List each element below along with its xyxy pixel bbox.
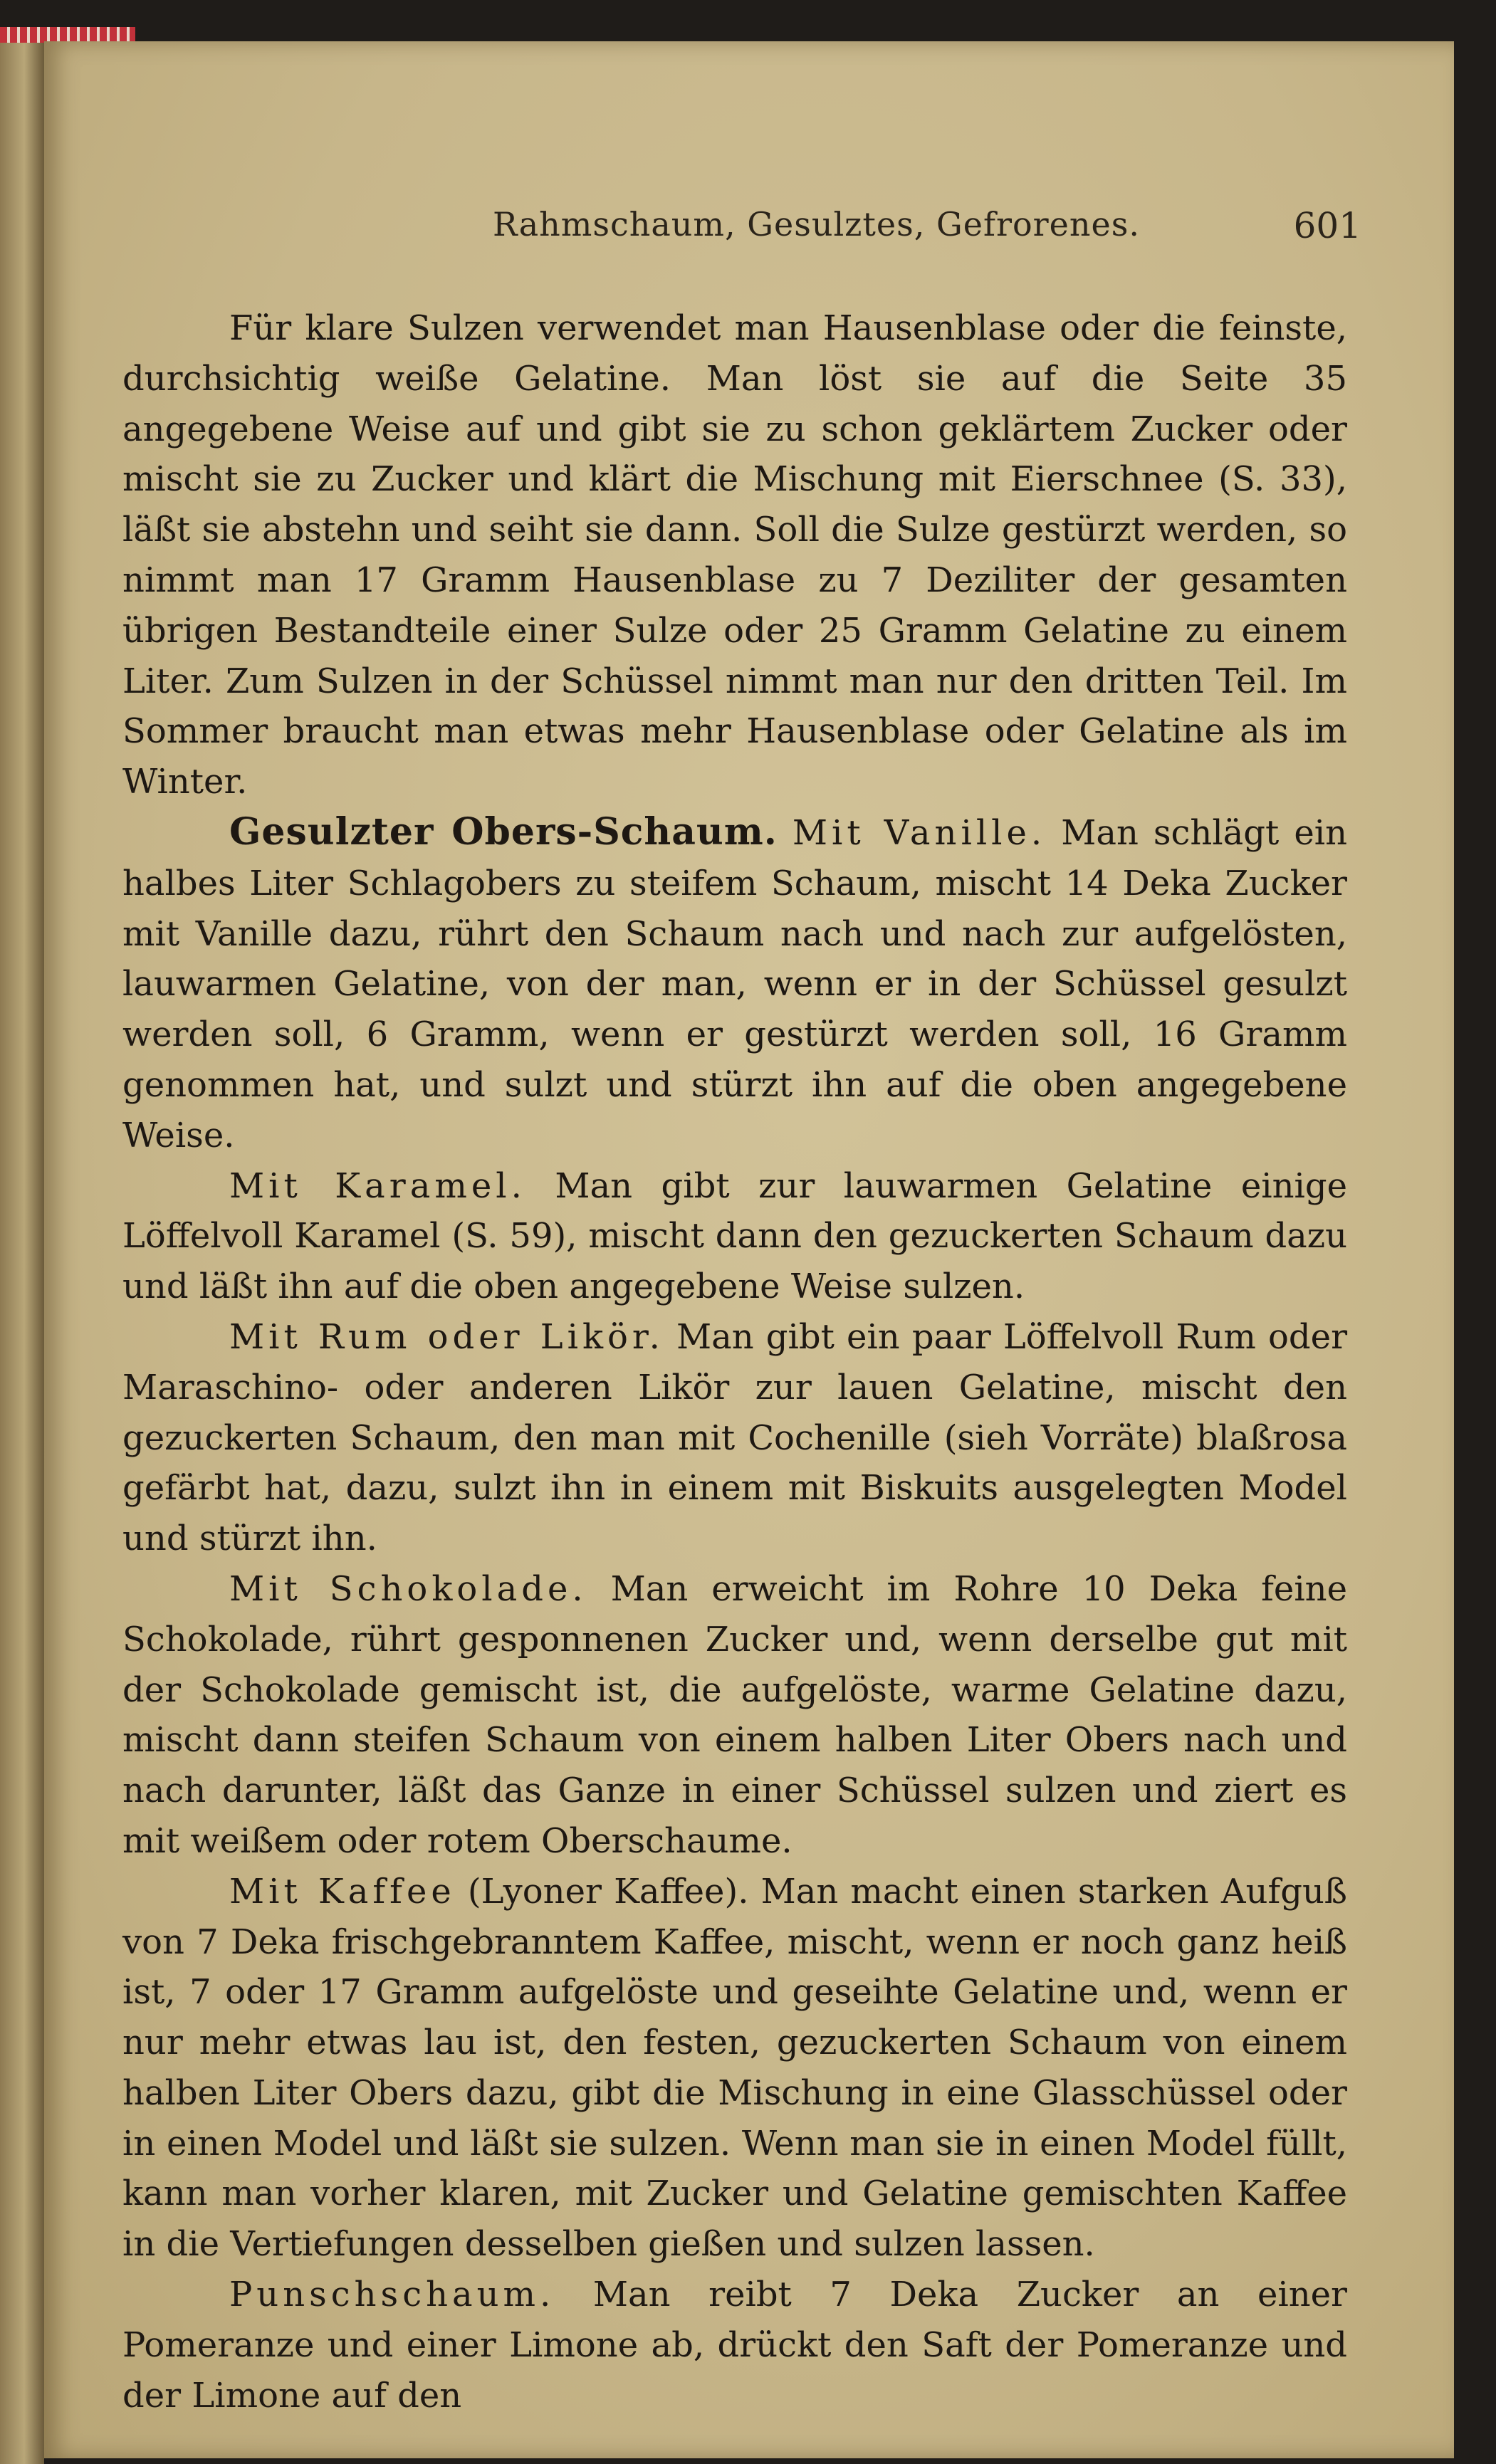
paragraph-text: Man schlägt ein halbes Liter Schlagobers zu steifem Schaum, mischt 14 Deka Zucker mit Vanille dazu, rührt den Schaum nach und nach zur aufgelösten, lauwarmen Gelatine, von der man, wenn er in der Schüssel gesulzt werden soll, 6 Gramm, wenn er gestürzt werden soll, 16 Gramm genommen hat, und sulzt und stürzt ihn auf die oben angegebene Weise. (122, 812, 1347, 1155)
body-text (122, 303, 1347, 2421)
variant-label: Mit Vanille. (792, 812, 1047, 853)
paragraph-text: Man gibt ein paar Löffelvoll Rum oder Maraschino- oder anderen Likör zur lauen Gelatine, mischt den gezuckerten Schaum, den man mit Cochenille (sieh Vorräte) blaßrosa gefärbt hat, dazu, sulzt ihn in einem mit Biskuits ausgelegten Model und stürzt ihn. (122, 1316, 1348, 1559)
recipe-heading: Gesulzter Obers-Schaum. (229, 809, 778, 854)
variant-label: Mit Rum oder Likör. (229, 1316, 664, 1357)
paragraph-text: Man erweicht im Rohre 10 Deka feine Schokolade, rührt gesponnenen Zucker und, wenn derselbe gut mit der Schokolade gemischt ist, die aufgelöste, warme Gelatine dazu, mischt dann steifen Schaum von einem halben Liter Obers nach und nach darunter, läßt das Ganze in einer Schüssel sulzen und ziert es mit weißem oder rotem Oberschaume. (122, 1568, 1347, 1861)
variant-label: Punschschaum. (229, 2275, 555, 2315)
page-number: 601 (1293, 205, 1361, 246)
paragraph (122, 807, 1347, 1161)
paragraph-text: (Lyoner Kaffee). Man macht einen starken Aufguß von 7 Deka frischgebranntem Kaffee, mischt, wenn er noch ganz heiß ist, 7 oder 17 Gramm aufgelöste und geseihte Gelatine und, wenn er nur mehr etwas lau ist, den festen, gezuckerten Schaum von einem halben Liter Obers dazu, gibt die Mischung in eine Glasschüssel oder in einen Model und läßt sie sulzen. Wenn man sie in einen Model füllt, kann man vorher klaren, mit Zucker und Gelatine gemischten Kaffee in die Vertiefungen desselben gießen und sulzen lassen. (122, 1871, 1347, 2265)
paragraph (122, 1312, 1347, 1564)
paragraph (122, 303, 1347, 807)
paragraph-text: Man reibt 7 Deka Zucker an einer Pomeranze und einer Limone ab, drückt den Saft der Pomeranze und der Limone auf den (122, 2275, 1347, 2416)
previous-page-edge (0, 39, 44, 2464)
running-title: Rahmschaum, Gesulztes, Gefrorenes. (493, 205, 1140, 243)
variant-label: Mit Kaffee (229, 1871, 456, 1912)
bookmark-ribbon (0, 27, 135, 43)
paragraph (122, 2270, 1347, 2421)
variant-label: Mit Schokolade. (229, 1568, 587, 1609)
paragraph (122, 1564, 1347, 1867)
paragraph (122, 1161, 1347, 1312)
paragraph (122, 1867, 1347, 2270)
paragraph-text: Man gibt zur lauwarmen Gelatine einige Löffelvoll Karamel (S. 59), mischt dann den gezuckerten Schaum dazu und läßt ihn auf die oben angegebene Weise sulzen. (122, 1165, 1347, 1307)
page-header (450, 205, 1361, 248)
book-page (44, 41, 1454, 2458)
variant-label: Mit Karamel. (229, 1165, 526, 1206)
paragraph-text: Für klare Sulzen verwendet man Hausenblase oder die feinste, durchsichtig weiße Gelatine. Man löst sie auf die Seite 35 angegebene Weise auf und gibt sie zu schon geklärtem Zucker oder mischt sie zu Zucker und klärt die Mischung mit Eierschnee (S. 33), läßt sie abstehn und seiht sie dann. Soll die Sulze gestürzt werden, so nimmt man 17 Gramm Hausenblase zu 7 Deziliter der gesamten übrigen Bestandteile einer Sulze oder 25 Gramm Gelatine zu einem Liter. Zum Sulzen in der Schüssel nimmt man nur den dritten Teil. Im Sommer braucht man etwas mehr Hausenblase oder Gelatine als im Winter. (122, 308, 1347, 802)
